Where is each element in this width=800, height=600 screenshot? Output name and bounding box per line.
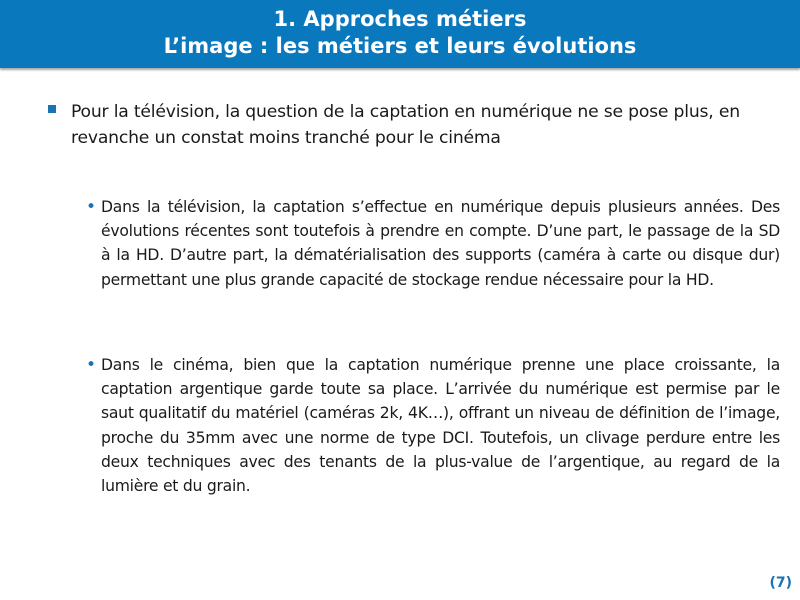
slide-title-line-2: L’image : les métiers et leurs évolutions — [163, 34, 637, 58]
slide-title-bar — [0, 0, 800, 68]
sub-bullet-text: Dans le cinéma, bien que la captation numérique prenne une place croissante, la captation argentique garde toute sa place. L’arrivée du numérique est permise par le saut qualitatif du matériel (caméras 2k, 4K…), offrant un niveau de définition de l’image, proche du 35mm avec une norme de type DCI. Toutefois, un clivage perdure entre les deux techniques avec des tenants de la plus-value de l’argentique, au regard de la lumière et du grain. — [101, 356, 780, 496]
page-number: (7) — [769, 575, 792, 591]
round-bullet-icon: • — [86, 197, 97, 217]
main-bullet-text: Pour la télévision, la question de la captation en numérique ne se pose plus, en revanche un constat moins tranché pour le cinéma — [71, 102, 740, 148]
round-bullet-icon: • — [86, 355, 97, 375]
square-bullet-icon — [48, 105, 56, 113]
slide-title-line-1: 1. Approches métiers — [273, 7, 527, 31]
sub-bullet-text: Dans la télévision, la captation s’effectue en numérique depuis plusieurs années. Des évolutions récentes sont toutefois à prendre en compte. D’une part, le passage de la SD à la HD. D’autre part, la dématérialisation des supports (caméra à carte ou disque dur) permettant une plus grande capacité de stockage rendue nécessaire pour la HD. — [101, 198, 780, 289]
